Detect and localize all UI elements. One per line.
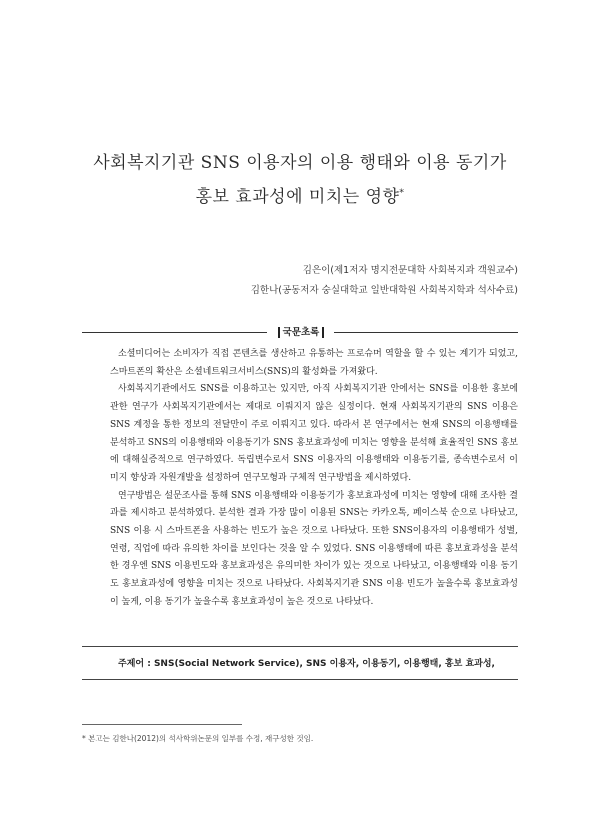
abstract-paragraph: 연구방법은 설문조사를 통해 SNS 이용행태와 이용동기가 홍보효과성에 미치는 영향에 대해 조사한 결과를 제시하고 분석하였다. 분석한 결과 가장 많이 이용된 SNS는 카카오톡, 페이스북 순으로 나타났고, SNS 이용 시 스마트폰을 사용하는 빈도가 높은 것으로 나타났다. 또한 SNS이용자의 이용행태가 성별, 연령, 직업에 따라 유의한 차이를 보인다는 것을 알 수 있었다. SNS 이용행태에 따른 홍보효과성을 분석한 경우엔 SNS 이용빈도와 홍보효과성은 유의미한 차이가 있는 것으로 나타났고, 이용행태와 이용 동기도 홍보효과성에 영향을 미치는 것으로 나타났다. 사회복지기관 SNS 이용 빈도가 높을수록 홍보효과성이 높게, 이용 동기가 높을수록 홍보효과성이 높은 것으로 나타났다. (110, 490, 518, 607)
footnote-marker: * (399, 188, 405, 199)
abstract-paragraph: 소셜미디어는 소비자가 직접 콘텐츠를 생산하고 유통하는 프로슈머 역할을 할 수 있는 계기가 되었고, 스마트폰의 확산은 소셜네트워크서비스(SNS)의 활성화를 가져왔다. (110, 349, 518, 377)
keywords-rule-top (82, 646, 518, 647)
section-heading (272, 324, 330, 338)
keywords-line: 주제어 : SNS(Social Network Service), SNS 이용자, 이용동기, 이용행태, 홍보 효과성, (118, 659, 495, 669)
paper-title-line-2-text: 홍보 효과성에 미치는 영향 (195, 187, 400, 207)
section-divider-left (82, 332, 267, 333)
footnote-text: * 본고는 김한나(2012)의 석사학위논문의 일부를 수정, 재구성한 것임. (82, 734, 314, 743)
abstract-body (110, 346, 518, 612)
section-divider-right (334, 332, 518, 333)
paper-title-line-1: 사회복지기관 SNS 이용자의 이용 행태와 이용 동기가 (93, 153, 507, 173)
footnote-rule (82, 724, 242, 725)
author-block (251, 261, 518, 301)
section-heading-bar-left (278, 327, 280, 338)
author-2: 김한나(공동저자 숭실대학교 일반대학원 사회복지학과 석사수료) (250, 285, 518, 296)
paper-title-line-2 (0, 182, 600, 207)
section-heading-bar-right (322, 327, 324, 338)
abstract-paragraph: 사회복지기관에서도 SNS를 이용하고는 있지만, 아직 사회복지기관 안에서는 SNS를 이용한 홍보에 관한 연구가 사회복지기관에서는 제대로 이뤄지지 않은 실정이다. 현재 사회복지기관의 SNS 이용은 SNS 계정을 통한 정보의 전달만이 주로 이뤄지고 있다. 따라서 본 연구에서는 현재 SNS의 이용행태를 분석하고 SNS의 이용행태와 이용동기가 SNS 홍보효과성에 미치는 영향을 분석해 효율적인 SNS 홍보에 대해실증적으로 연구하였다. 독립변수로서 SNS 이용자의 이용행태와 이용동기를, 종속변수로서 이미지 향상과 자원개발을 설정하여 연구모형과 구체적 연구방법을 제시하였다. (110, 384, 518, 483)
author-1: 김은이(제1저자 명지전문대학 사회복지과 객원교수) (302, 265, 518, 276)
section-heading-text: 국문초록 (282, 327, 320, 338)
keywords-rule-bottom (82, 679, 518, 680)
